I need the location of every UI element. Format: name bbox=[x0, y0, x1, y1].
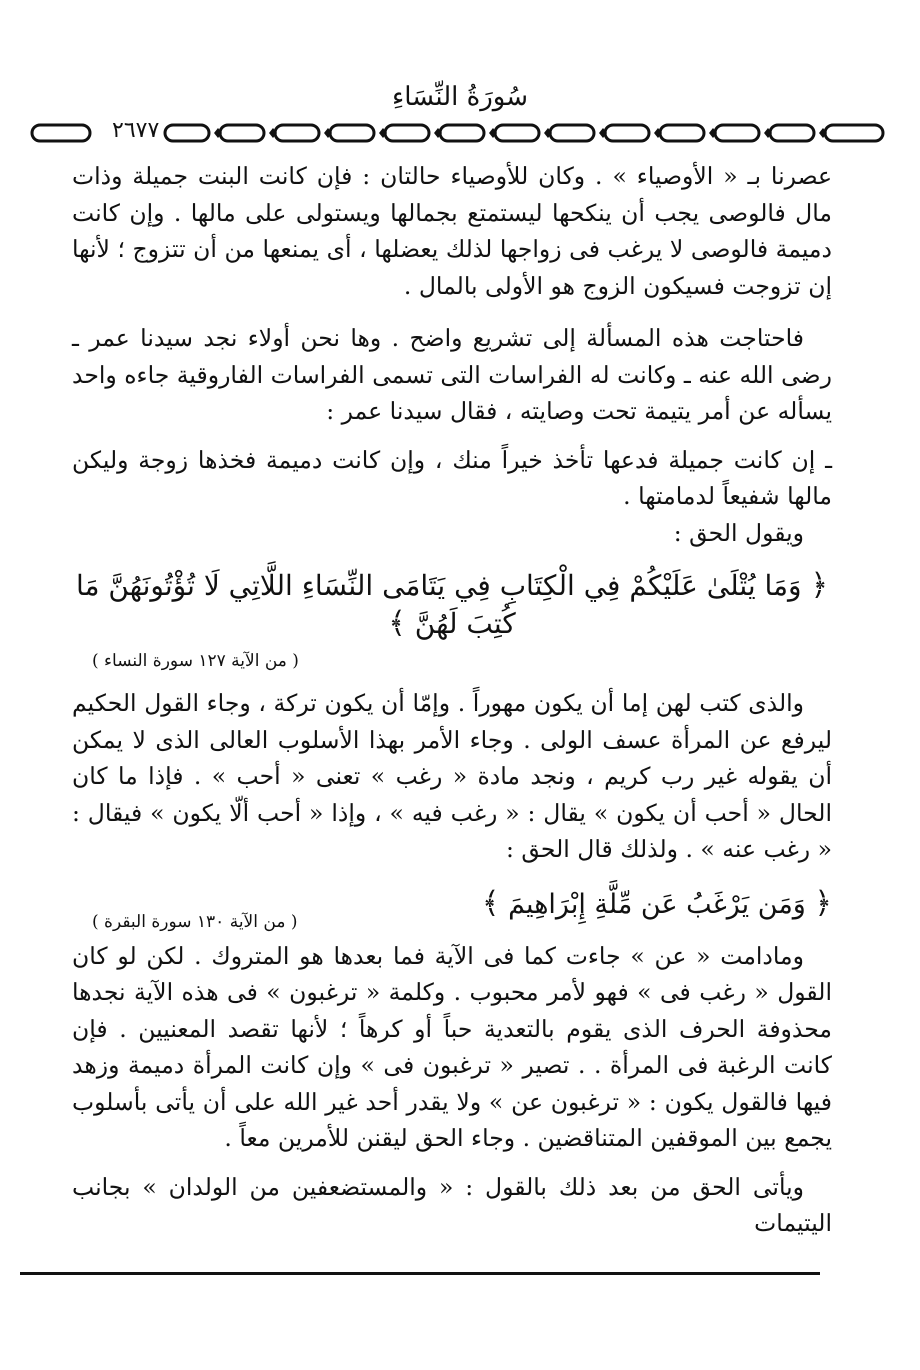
footer-rule bbox=[20, 1272, 820, 1275]
verse-1-text: وَمَا يُتْلَىٰ عَلَيْكُمْ فِي الْكِتَابِ فِي يَتَامَى النِّسَاءِ اللَّاتِي لَا تُؤْتُونَهُنَّ مَا كُتِبَ لَهُنَّ bbox=[75, 569, 802, 640]
paragraph-6: ومادامت « عن » جاءت كما فى الآية فما بعدها هو المتروك . لكن لو كان القول « رغب فى » فهو لأمر محبوب . وكلمة « ترغبون » فى هذه الآية نجدها محذوفة الحرف الذى يقوم بالتعدية حباً أو كرهاً ؛ لأنها تقصد المعنيين . فإن كانت الرغبة فى المرأة . . تصير « ترغبون فى » وإن كانت المرأة دميمة وزهد فيها فالقول يكون : « ترغبون عن » ولا يقدر أحد غير الله على أن يأتى بأسلوب يجمع بين الموقفين المتناقضين . وجاء الحق ليقنن للأمرين معاً . bbox=[72, 941, 832, 1152]
close-bracket: ﴾ bbox=[481, 885, 500, 921]
open-bracket: ﴿ bbox=[810, 568, 829, 603]
close-bracket: ﴾ bbox=[388, 606, 406, 641]
main-text bbox=[72, 158, 832, 1242]
quran-verse-2 bbox=[72, 882, 832, 938]
open-bracket: ﴿ bbox=[814, 885, 832, 921]
paragraph-2: فاحتاجت هذه المسألة إلى تشريع واضح . وها نحن أولاء نجد سيدنا عمر ـ رضى الله عنه ـ وكانت له الفراسات التى تسمى الفراسات الفاروقية جاءه واحد يسأله عن أمر يتيمة تحت وصايته ، فقال سيدنا عمر : bbox=[72, 324, 832, 425]
paragraph-4: ويقول الحق : bbox=[673, 518, 804, 547]
paragraph-7: ويأتى الحق من بعد ذلك بالقول : « والمستضعفين من الولدان » بجانب اليتيمات bbox=[72, 1172, 832, 1237]
verse-2-text: وَمَن يَرْغَبُ عَن مِّلَّةِ إِبْرَاهِيمَ bbox=[508, 888, 806, 920]
verse-1-reference: ( من الآية ١٢٧ سورة النساء ) bbox=[92, 651, 299, 671]
page-number: ٢٦٧٧ bbox=[108, 118, 163, 143]
quran-verse-1 bbox=[72, 567, 832, 643]
verse-2-reference: ( من الآية ١٣٠ سورة البقرة ) bbox=[92, 911, 298, 932]
page-header-ornament bbox=[30, 120, 890, 146]
surah-title: سُورَةُ النِّسَاءِ bbox=[392, 82, 528, 112]
paragraph-5: والذى كتب لهن إما أن يكون مهوراً . وإمّا أن يكون تركة ، وجاء القول الحكيم ليرفع عن المرأة عسف الولى . وجاء الأمر بهذا الأسلوب العالى الذى لا يمكن أن يقوله غير رب كريم ، ونجد مادة « رغب » تعنى « أحب » . فإذا ما كان الحال « أحب أن يكون » يقال : « رغب فيه » ، وإذا « أحب ألّا يكون » فيقال : « رغب عنه » . ولذلك قال الحق : bbox=[72, 689, 833, 863]
paragraph-3: ـ إن كانت جميلة فدعها تأخذ خيراً منك ، وإن كانت دميمة فخذها زوجة وليكن مالها شفيعاً لدمامتها . bbox=[72, 445, 832, 510]
verse-2-line bbox=[482, 886, 832, 924]
paragraph-1: عصرنا بـ « الأوصياء » . وكان للأوصياء حالتان : فإن كانت البنت جميلة وذات مال فالوصى يجب أن ينكحها ليستمتع بجمالها ويستولى على مالها . وإن كانت دميمة فالوصى لا يرغب فى زواجها لذلك يعضلها ، أى يمنعها من أن تتزوج ؛ لأنها إن تزوجت فسيكون الزوج هو الأولى بالمال . bbox=[72, 162, 832, 300]
